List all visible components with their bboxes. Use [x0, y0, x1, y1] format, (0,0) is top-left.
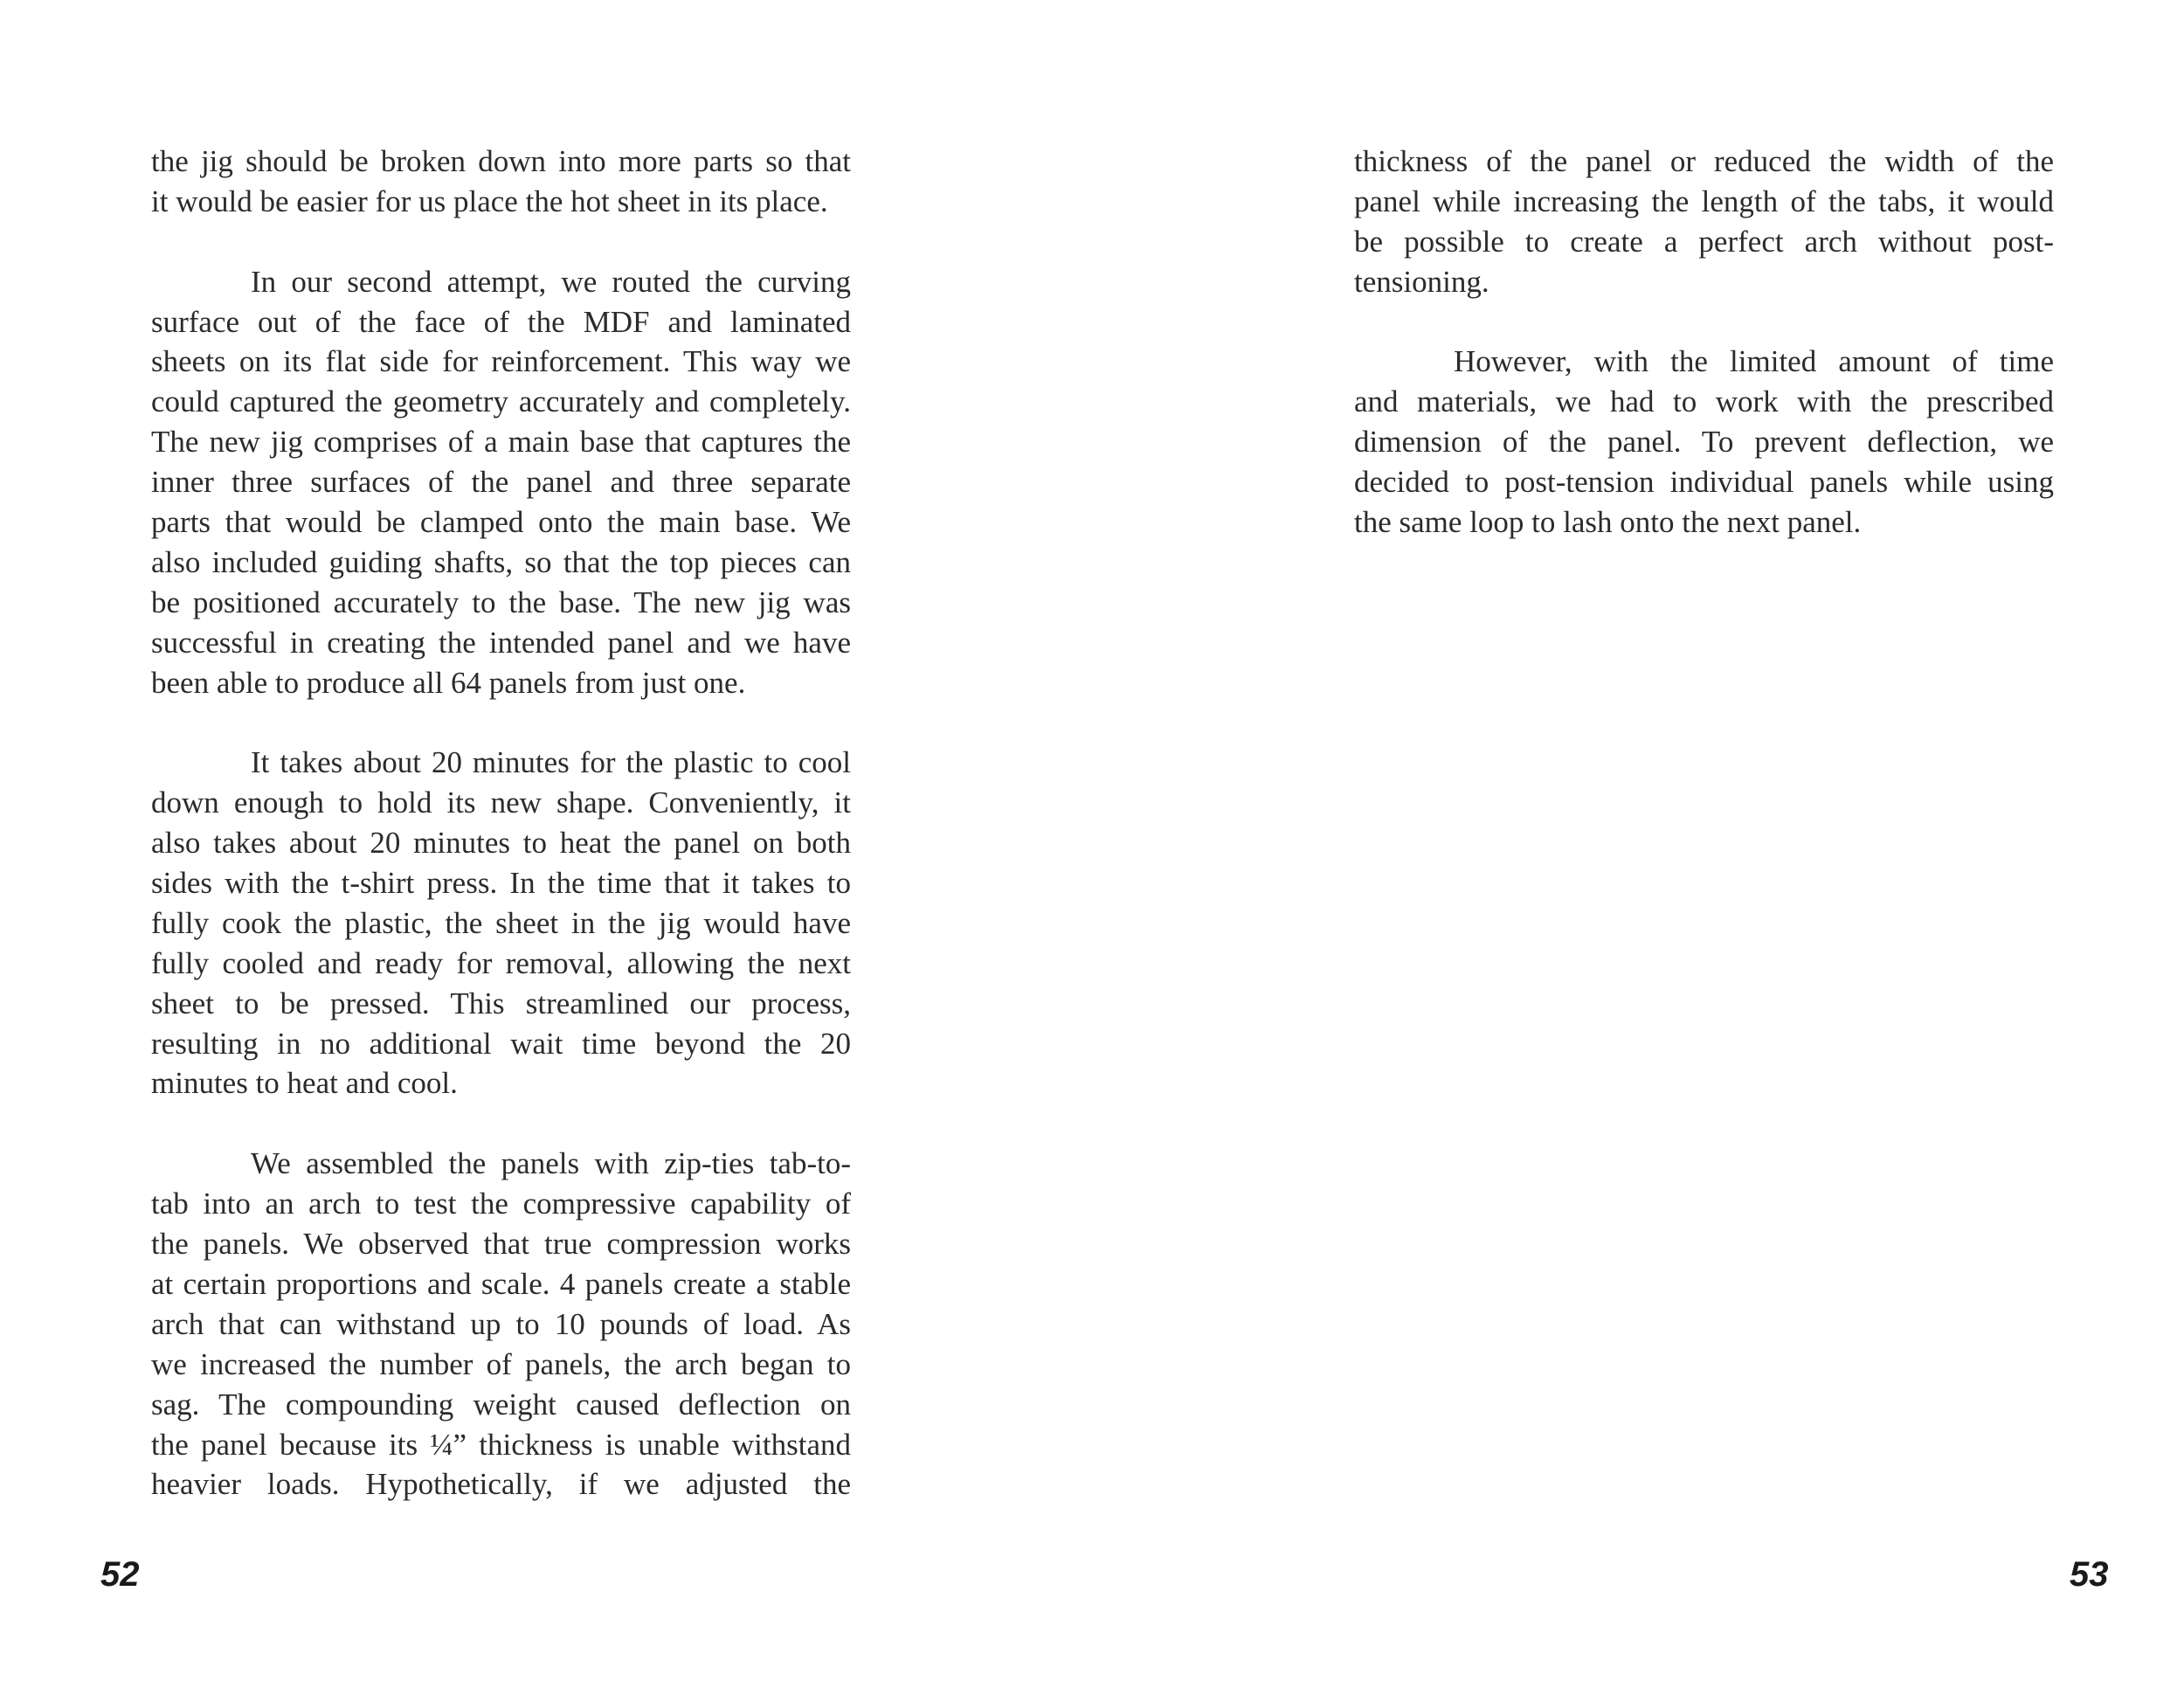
- text-line: be positioned accurately to the base. The new jig was: [151, 585, 851, 619]
- right-text-column: [1354, 142, 2054, 543]
- paragraph: [1354, 342, 2054, 542]
- text-line: successful in creating the intended panel and we have: [151, 625, 851, 660]
- text-line: the jig should be broken down into more parts so that: [151, 144, 851, 178]
- text-line: we increased the number of panels, the arch began to: [151, 1346, 851, 1381]
- page-number: 52: [100, 1555, 140, 1594]
- text-line: sides with the t-shirt press. In the time that it takes to: [151, 866, 851, 901]
- text-line: and materials, we had to work with the prescribed: [1354, 384, 2054, 419]
- text-line: sheets on its flat side for reinforcement. This way we: [151, 344, 851, 379]
- paragraph: [151, 1144, 851, 1505]
- left-text-column: [151, 142, 851, 1505]
- text-line: inner three surfaces of the panel and three separate: [151, 465, 851, 500]
- text-line: tab into an arch to test the compressive capability of: [151, 1186, 851, 1221]
- text-line: The new jig comprises of a main base that captures the: [151, 425, 851, 460]
- page-number: 53: [2070, 1555, 2109, 1594]
- text-line: panel while increasing the length of the tabs, it would: [1354, 183, 2054, 218]
- text-line: also included guiding shafts, so that the top pieces can: [151, 544, 851, 579]
- text-line: fully cooled and ready for removal, allowing the next: [151, 945, 851, 980]
- text-line: parts that would be clamped onto the main base. We: [151, 505, 851, 540]
- text-line: the panel because its ¼” thickness is unable withstand: [151, 1427, 851, 1462]
- text-line: surface out of the face of the MDF and laminated: [151, 304, 851, 339]
- text-line: at certain proportions and scale. 4 panels create a stable: [151, 1266, 851, 1301]
- text-line: could captured the geometry accurately and completely.: [151, 384, 851, 419]
- text-line: heavier loads. Hypothetically, if we adjusted the: [151, 1467, 851, 1502]
- text-line: also takes about 20 minutes to heat the panel on both: [151, 826, 851, 861]
- text-line: sag. The compounding weight caused deflection on: [151, 1387, 851, 1422]
- right-page: [1092, 0, 2184, 1688]
- text-line: In our second attempt, we routed the curving: [251, 264, 851, 299]
- text-line: it would be easier for us place the hot sheet in its place.: [151, 183, 828, 218]
- text-line: decided to post-tension individual panels while using: [1354, 465, 2054, 500]
- text-line: sheet to be pressed. This streamlined our process,: [151, 986, 851, 1020]
- text-line: been able to produce all 64 panels from just one.: [151, 665, 746, 700]
- text-line: fully cook the plastic, the sheet in the jig would have: [151, 905, 851, 940]
- paragraph: [1354, 142, 2054, 302]
- paragraph: [151, 262, 851, 703]
- text-line: We assembled the panels with zip-ties tab-to-: [251, 1146, 851, 1181]
- text-line: the panels. We observed that true compression works: [151, 1227, 851, 1262]
- text-line: thickness of the panel or reduced the width of the: [1354, 144, 2054, 178]
- text-line: minutes to heat and cool.: [151, 1066, 458, 1101]
- paragraph: [151, 142, 851, 222]
- paragraph: [151, 743, 851, 1103]
- text-line: arch that can withstand up to 10 pounds of load. As: [151, 1306, 851, 1341]
- text-line: However, with the limited amount of time: [1454, 344, 2054, 379]
- text-line: be possible to create a perfect arch without post-: [1354, 224, 2054, 259]
- text-line: resulting in no additional wait time beyond the 20: [151, 1026, 851, 1061]
- text-line: the same loop to lash onto the next panel.: [1354, 505, 1862, 540]
- text-line: tensioning.: [1354, 264, 1489, 299]
- text-line: It takes about 20 minutes for the plastic to cool: [251, 745, 851, 780]
- text-line: down enough to hold its new shape. Conveniently, it: [151, 785, 851, 820]
- text-line: dimension of the panel. To prevent deflection, we: [1354, 425, 2054, 460]
